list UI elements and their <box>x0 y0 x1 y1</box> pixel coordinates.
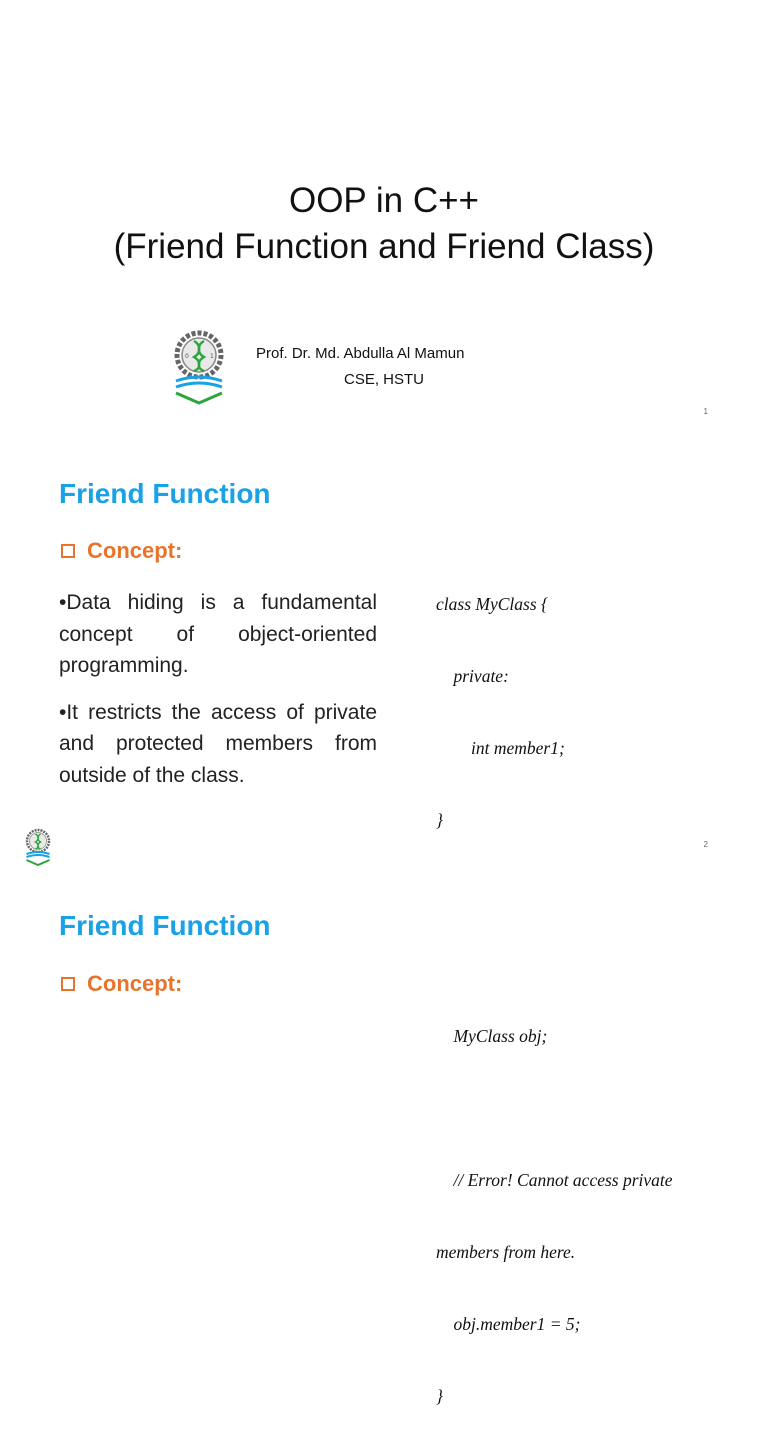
code-line: private: <box>436 666 509 686</box>
concept-heading <box>61 538 182 564</box>
code-line: } <box>436 1386 443 1406</box>
checkbox-icon <box>61 544 75 558</box>
author-block <box>256 341 512 393</box>
slide-title-line1: OOP in C++ <box>288 181 479 220</box>
checkbox-icon <box>61 977 75 991</box>
page-number: 1 <box>703 407 708 416</box>
svg-text:0: 0 <box>185 353 189 360</box>
slide-title-line2: (Friend Function and Friend Class) <box>113 227 655 266</box>
content-slide <box>0 868 768 1024</box>
page-number: 2 <box>703 840 708 849</box>
code-line: // Error! Cannot access private <box>436 1170 673 1190</box>
concept-label: Concept: <box>87 538 183 563</box>
concept-label: Concept: <box>87 971 183 996</box>
code-line <box>436 1096 736 1120</box>
bullet-list <box>59 587 377 806</box>
code-line: MyClass obj; <box>436 1026 548 1046</box>
svg-text:1: 1 <box>210 353 214 360</box>
section-title: Friend Function <box>59 478 271 509</box>
university-logo-icon <box>170 325 228 405</box>
code-line: class MyClass { <box>436 594 548 614</box>
bullet-item: •Data hiding is a fundamental concept of object-oriented programming. <box>59 591 377 677</box>
title-slide <box>0 0 768 433</box>
bullet-item: •It restricts the access of private and protected members from outside of the class. <box>59 700 377 787</box>
code-line: int member1; <box>436 738 565 758</box>
concept-heading <box>61 971 182 997</box>
author-department: CSE, HSTU <box>343 371 424 388</box>
slide-title <box>0 178 768 270</box>
author-name: Prof. Dr. Md. Abdulla Al Mamun <box>256 345 465 362</box>
university-logo-icon <box>23 826 53 866</box>
section-title: Friend Function <box>59 910 271 941</box>
code-line: members from here. <box>436 1242 576 1262</box>
code-line: obj.member1 = 5; <box>436 1314 581 1334</box>
content-slide <box>0 434 768 1406</box>
code-line: } <box>436 810 443 830</box>
